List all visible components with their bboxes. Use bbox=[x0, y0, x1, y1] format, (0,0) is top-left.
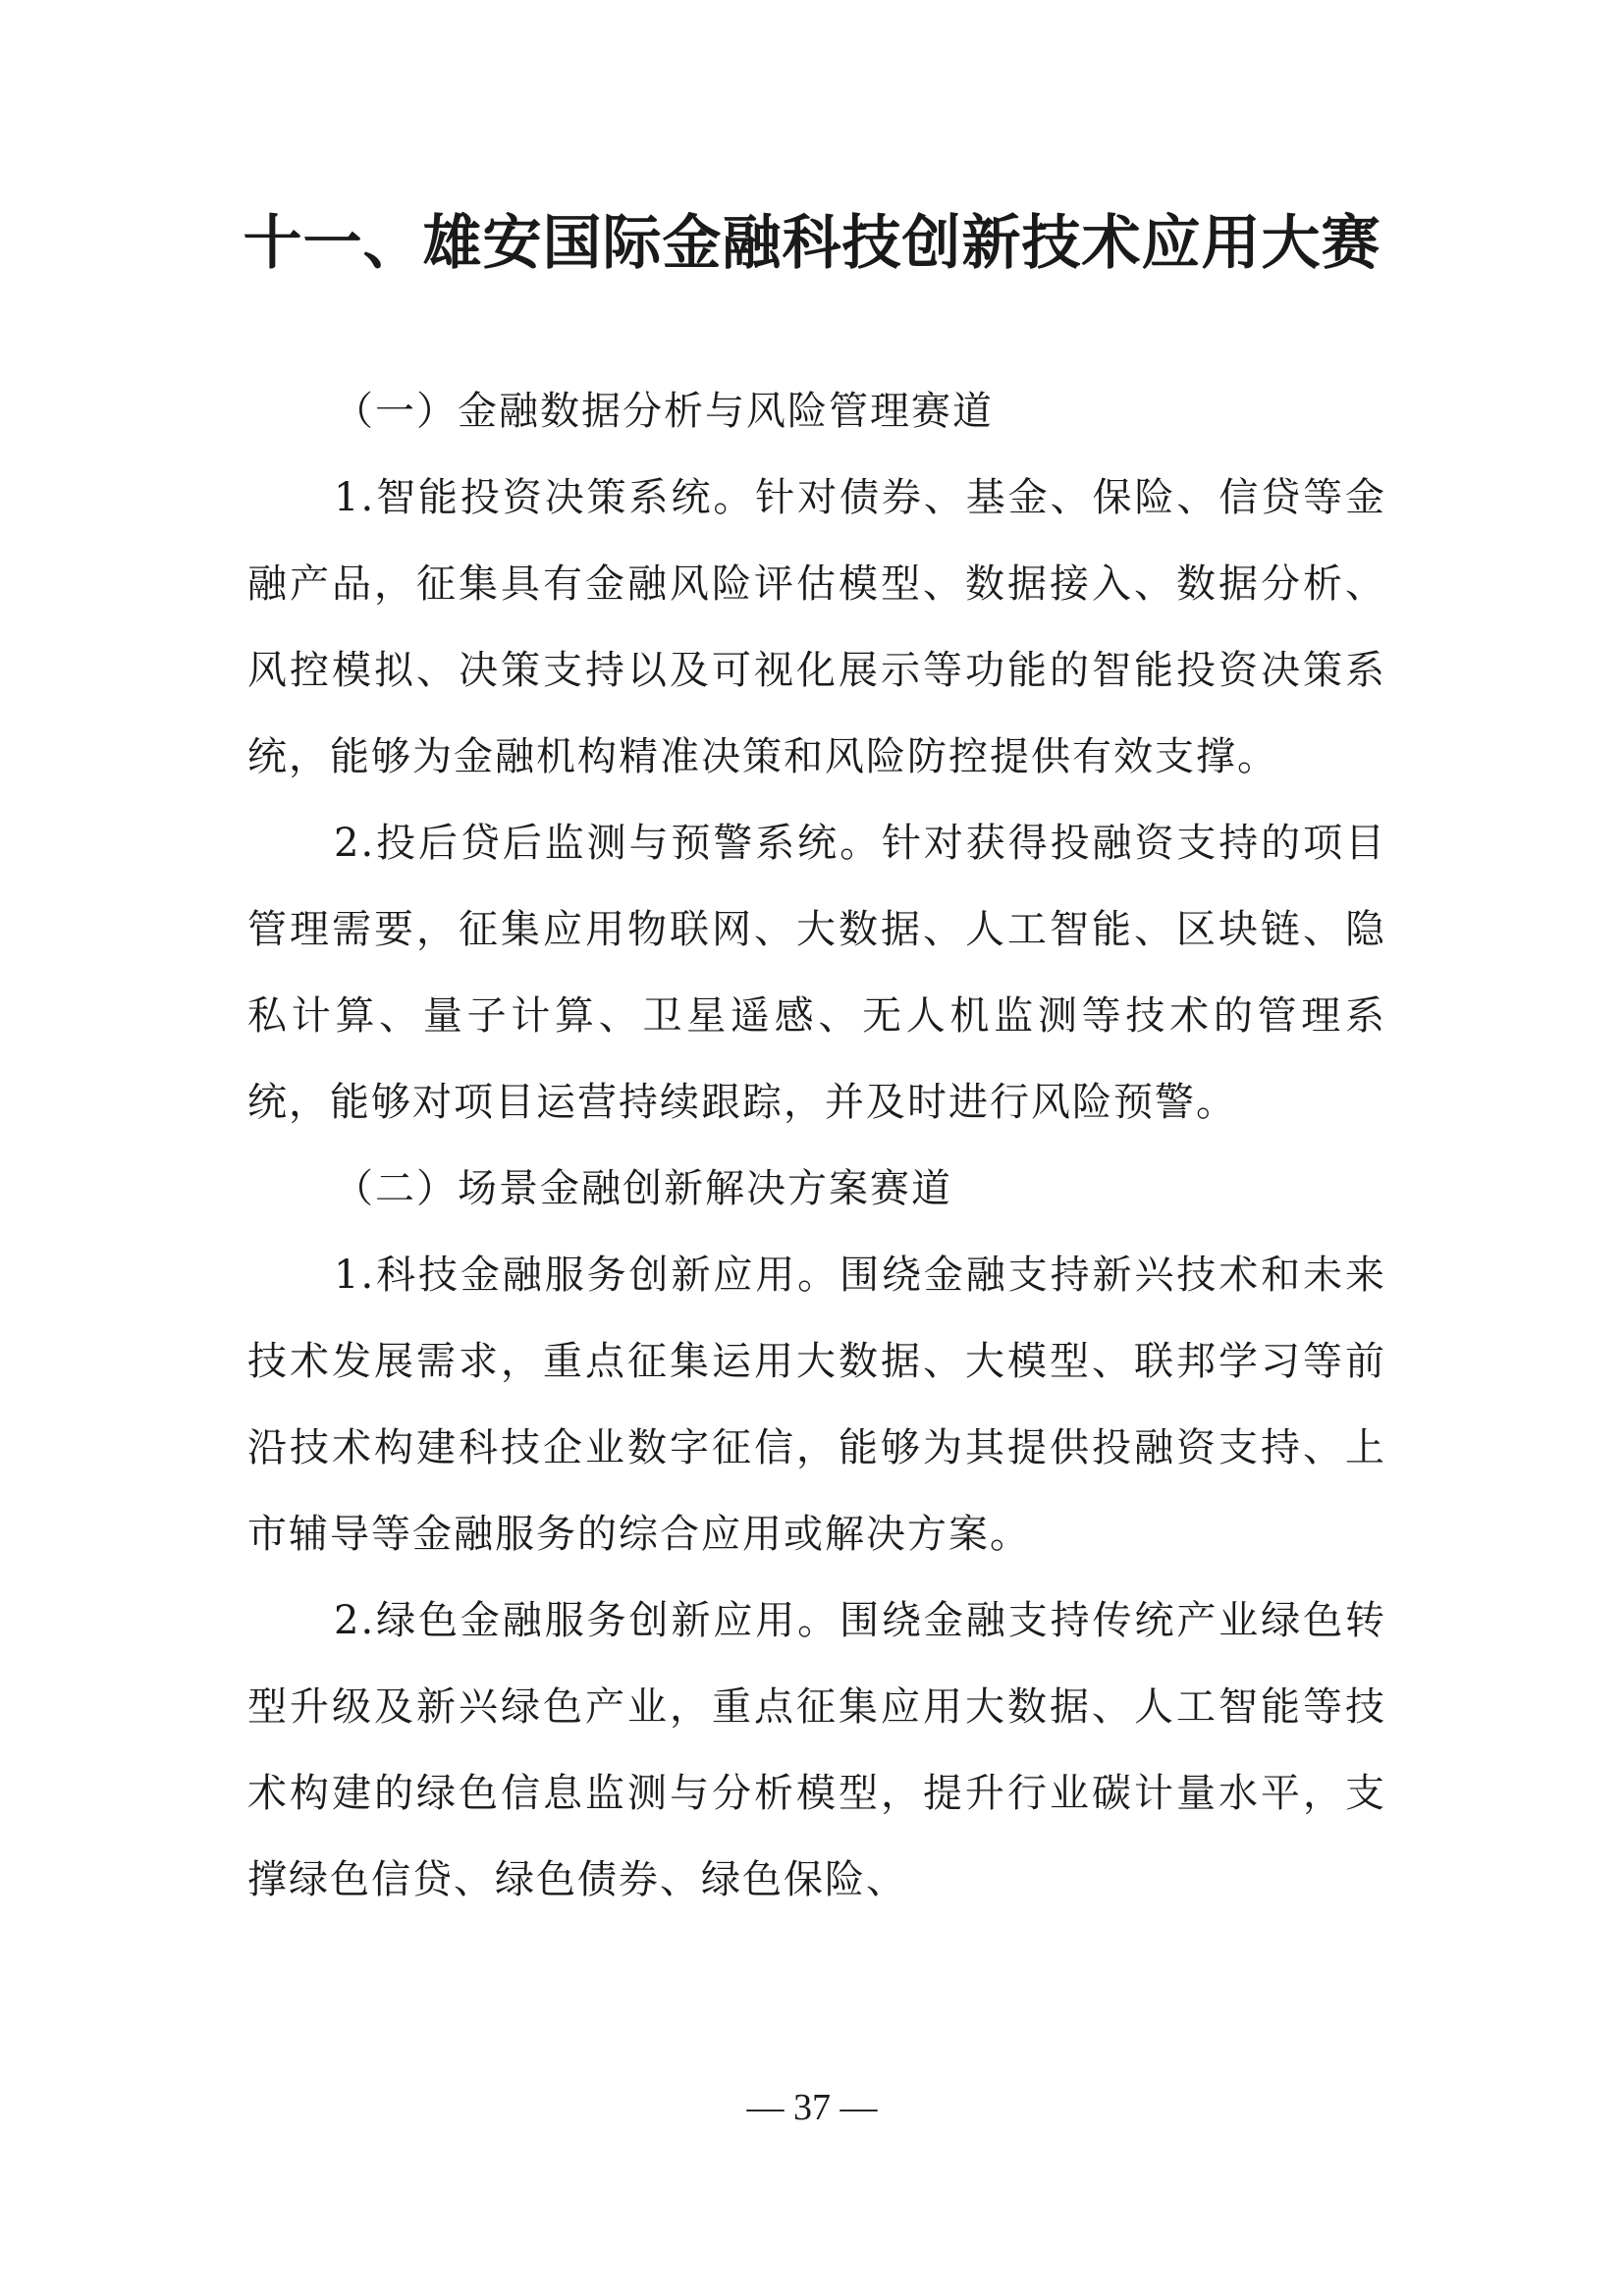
section-heading-1: （一）金融数据分析与风险管理赛道 bbox=[334, 389, 994, 434]
section-heading-2: （二）场景金融创新解决方案赛道 bbox=[334, 1166, 952, 1211]
paragraph-2-1: 1.科技金融服务创新应用。围绕金融支持新兴技术和未来技术发展需求，重点征集运用大数据、大模型、联邦学习等前沿技术构建科技企业数字征信，能够为其提供投融资支持、上市辅导等金融服务的综合应用或解决方案。 bbox=[247, 1253, 1386, 1557]
document-body bbox=[247, 368, 1386, 1923]
page-title: 十一、雄安国际金融科技创新技术应用大赛 bbox=[243, 209, 1381, 278]
paragraph-1-1: 1.智能投资决策系统。针对债券、基金、保险、信贷等金融产品，征集具有金融风险评估模型、数据接入、数据分析、风控模拟、决策支持以及可视化展示等功能的智能投资决策系统，能够为金融机构精准决策和风险防控提供有效支撑。 bbox=[247, 475, 1386, 779]
page-number: — 37 — bbox=[746, 2087, 878, 2128]
paragraph-2-2: 2.绿色金融服务创新应用。围绕金融支持传统产业绿色转型升级及新兴绿色产业，重点征集应用大数据、人工智能等技术构建的绿色信息监测与分析模型，提升行业碳计量水平，支撑绿色信贷、绿色债券、绿色保险、 bbox=[247, 1598, 1386, 1902]
paragraph-1-2: 2.投后贷后监测与预警系统。针对获得投融资支持的项目管理需要，征集应用物联网、大数据、人工智能、区块链、隐私计算、量子计算、卫星遥感、无人机监测等技术的管理系统，能够对项目运营持续跟踪，并及时进行风险预警。 bbox=[247, 821, 1386, 1125]
